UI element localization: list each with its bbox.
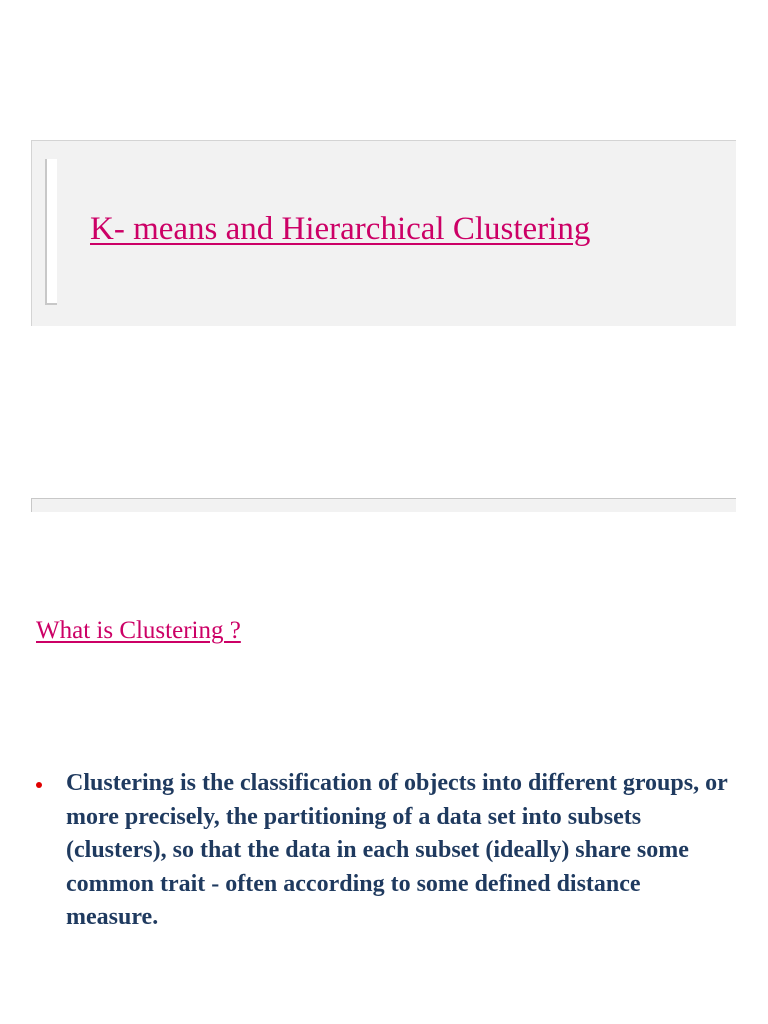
title-slide-panel xyxy=(31,140,736,326)
slide-title: K- means and Hierarchical Clustering xyxy=(90,211,591,247)
title-accent-bar xyxy=(45,159,57,305)
bullet-text: Clustering is the classification of objects into different groups, or more precisely, the partitioning of a data set into subsets (clusters), so that the data in each subset (ideally) share some common trait - often according to some defined distance measure. xyxy=(66,770,728,930)
bullet-dot-icon xyxy=(36,782,42,788)
bullet-list xyxy=(34,767,734,935)
slide-divider-panel xyxy=(31,498,736,512)
section-heading: What is Clustering ? xyxy=(36,617,241,644)
bullet-item xyxy=(34,767,734,935)
